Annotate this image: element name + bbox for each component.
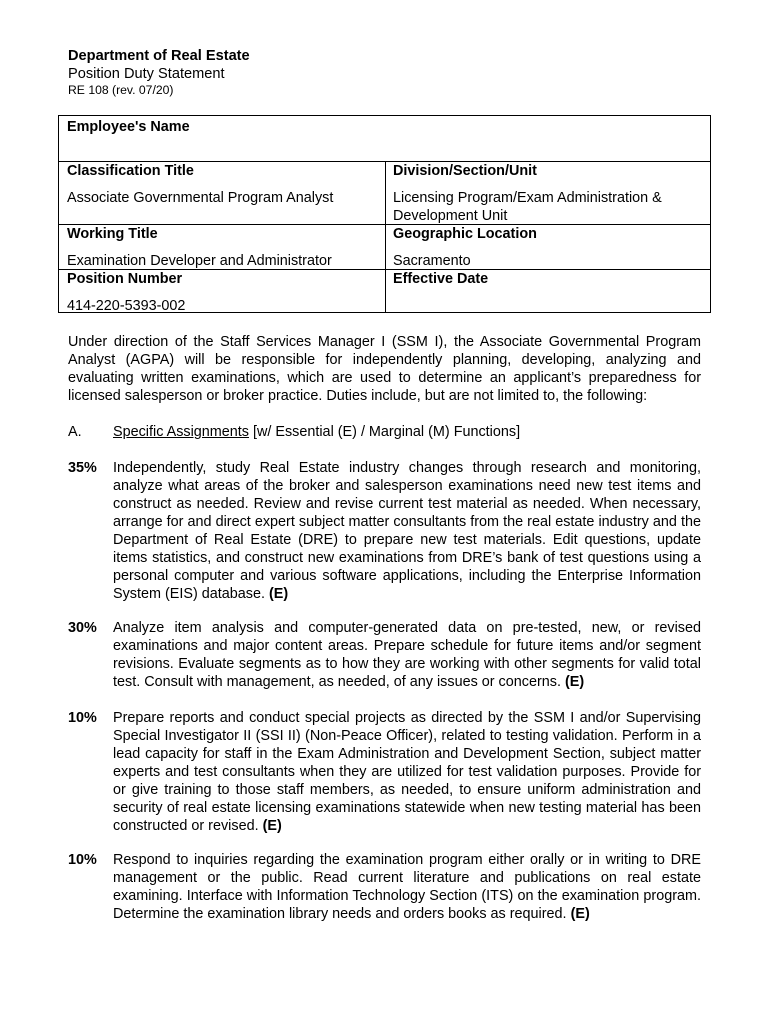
classification-title-label: Classification Title xyxy=(67,163,194,179)
duty-description: Independently, study Real Estate industry changes through research and monitoring, analyze what areas of the broker and salesperson examinations need new test items and construct as needed. Review and revise current test material as needed. When necessary, arrange for and direct expert subject matter consultants from the real estate industry and the Department of Real Estate (DRE) to prepare new test materials. Edit questions, update items statistics, and construct new examinations from DRE’s bank of test questions using a personal computer and various software applications, including the Enterprise Information System (EIS) database. xyxy=(113,460,701,602)
working-title-label: Working Title xyxy=(67,226,158,242)
essential-flag: (E) xyxy=(570,906,590,922)
duty-text xyxy=(113,459,701,603)
position-info-table xyxy=(58,115,711,313)
section-subtitle: [w/ Essential (E) / Marginal (M) Functions] xyxy=(248,424,521,440)
division-value: Licensing Program/Exam Administration & Development Unit xyxy=(393,190,662,224)
duty-text xyxy=(113,619,701,691)
effective-date-label: Effective Date xyxy=(393,271,489,287)
duty-percent: 10% xyxy=(68,852,97,868)
duty-description: Respond to inquiries regarding the examination program either orally or in writing to DRE management or the public. Read current literature and publications on real estate examining. Interface with Information Technology Section (ITS) on the examination program. Determine the examination library needs and orders books as required. xyxy=(113,852,701,922)
duty-percent: 10% xyxy=(68,710,97,726)
position-number-label: Position Number xyxy=(67,271,183,287)
employee-name-label: Employee's Name xyxy=(67,119,190,135)
geographic-location-label: Geographic Location xyxy=(393,226,537,242)
table-column-divider xyxy=(385,161,386,312)
duty-percent: 30% xyxy=(68,620,97,636)
document-title: Position Duty Statement xyxy=(68,66,225,82)
duty-description: Prepare reports and conduct special projects as directed by the SSM I and/or Supervising Special Investigator II (SSI II) (Non-Peace Officer), related to testing validation. Perform in a lead capacity for staff in the Exam Administration and Development Section, subject matter experts and test consultants when they are utilized for test validation purposes. Provide for or give training to those staff members, as needed, to ensure uniform administration and security of real estate licensing examinations statewide when new testing material has been constructed or revised. xyxy=(113,710,701,834)
essential-flag: (E) xyxy=(564,674,585,690)
duty-percent: 35% xyxy=(68,460,97,476)
essential-flag: (E) xyxy=(268,586,289,602)
classification-title-value: Associate Governmental Program Analyst xyxy=(67,190,334,206)
document-header xyxy=(68,47,250,98)
position-number-value: 414-220-5393-002 xyxy=(67,298,186,314)
form-number: RE 108 (rev. 07/20) xyxy=(68,83,174,97)
essential-flag: (E) xyxy=(262,818,282,834)
organization-name: Department of Real Estate xyxy=(68,48,250,64)
working-title-value: Examination Developer and Administrator xyxy=(67,253,332,269)
duty-description: Analyze item analysis and computer-generated data on pre-tested, new, or revised examinations and major content areas. Prepare schedule for future items and/or segment revisions. Evaluate segments as to how they are working with other segments for valid total test. Consult with management, as needed, of any issues or concerns. xyxy=(113,620,701,690)
division-label: Division/Section/Unit xyxy=(393,163,537,179)
duty-text xyxy=(113,851,701,923)
intro-paragraph: Under direction of the Staff Services Manager I (SSM I), the Associate Governmental Program Analyst (AGPA) will be responsible for independently planning, developing, analyzing and evaluating written examinations, which are used to determine an applicant’s preparedness for licensed salesperson or broker practice. Duties include, but are not limited to, the following: xyxy=(68,334,701,404)
section-title xyxy=(113,423,520,441)
section-letter: A. xyxy=(68,424,82,440)
geographic-location-value: Sacramento xyxy=(393,253,471,269)
duty-text xyxy=(113,709,701,835)
section-title-underlined: Specific Assignments xyxy=(113,424,249,440)
